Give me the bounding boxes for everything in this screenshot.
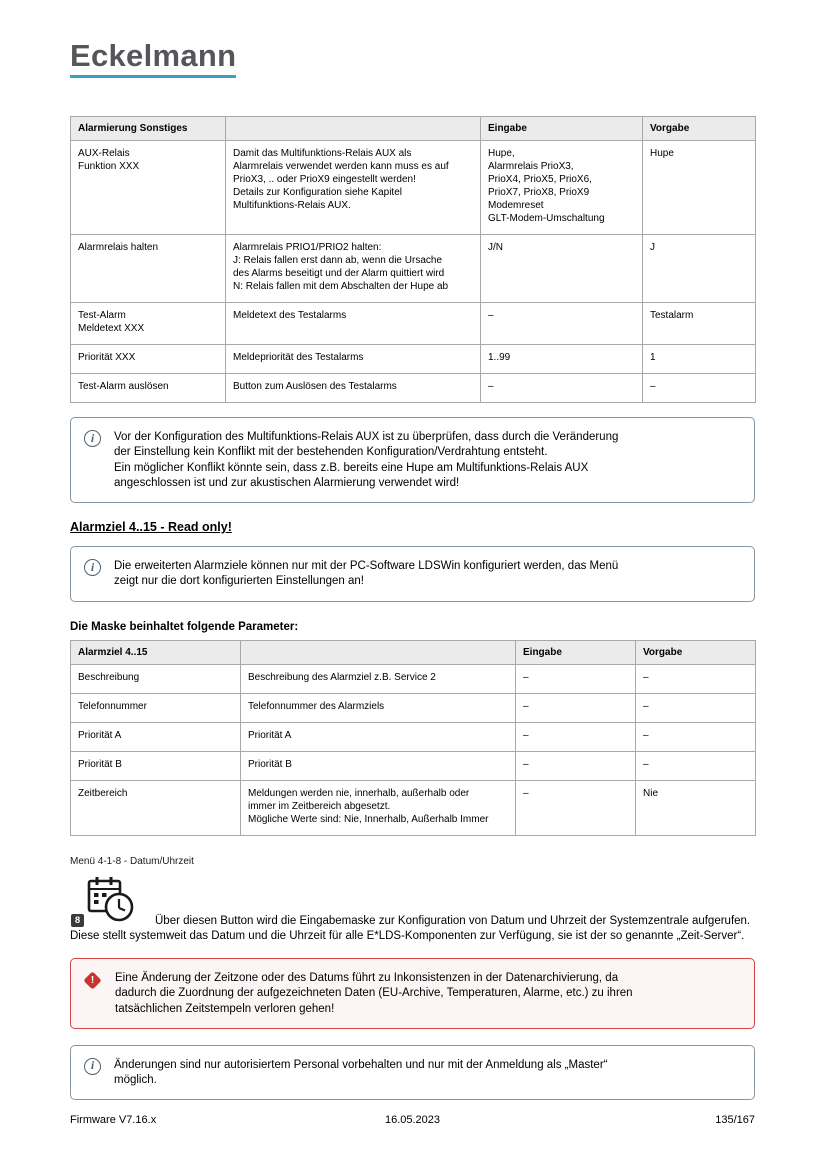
warning-note-zeitzone [70,958,755,1029]
param-name: Test-Alarm Meldetext XXX [71,303,226,345]
warning-icon-glyph: ! [90,975,95,987]
param-eingabe: – [516,664,636,693]
param-eingabe: – [516,751,636,780]
alarmziel-table [70,640,756,836]
page-footer [70,1114,755,1126]
param-vorgabe: Testalarm [643,303,756,345]
table-row [71,141,756,235]
param-name: Priorität A [71,722,241,751]
info-note-master [70,1045,755,1101]
param-name: Zeitbereich [71,780,241,835]
footer-firmware-version: Firmware V7.16.x [70,1114,157,1126]
table-header-row [71,117,756,141]
param-description: Button zum Auslösen des Testalarms [226,374,481,403]
menu-paragraph: Über diesen Button wird die Eingabemaske zur Konfiguration von Datum und Uhrzeit der Systemzentrale aufgerufen. Diese stellt systemweit das Datum und die Uhrzeit für alle E*LDS-Komponenten zur Verfügung, sie ist der so genannte „Zeit-Server“. [70,914,751,942]
calendar-clock-icon [70,877,155,927]
column-header-vorgabe: Vorgabe [643,117,756,141]
heading-maske-parameter: Die Maske beinhaltet folgende Parameter: [70,620,299,633]
heading-alarmziel: Alarmziel 4..15 - Read only! [70,520,232,535]
param-eingabe: – [516,693,636,722]
param-description: Priorität A [241,722,516,751]
param-vorgabe: – [636,693,756,722]
param-vorgabe: – [636,751,756,780]
param-vorgabe: Nie [636,780,756,835]
table-row [71,664,756,693]
param-vorgabe: – [643,374,756,403]
info-note-aux-relais [70,417,755,503]
alarmierung-sonstiges-table [70,116,756,403]
param-eingabe: – [481,374,643,403]
table-row [71,345,756,374]
table-row [71,235,756,303]
info-note-text: Die erweiterten Alarmziele können nur mit der PC-Software LDSWin konfiguriert werden, das Menü zeigt nur die dort konfigurierten Einstellungen an! [114,560,619,588]
param-eingabe: – [516,722,636,751]
info-icon: i [84,1058,101,1075]
column-header-vorgabe: Vorgabe [636,640,756,664]
param-name: Test-Alarm auslösen [71,374,226,403]
column-header-eingabe: Eingabe [516,640,636,664]
menu-datum-uhrzeit-section [70,877,755,944]
eckelmann-logo: Eckelmann [70,40,236,78]
column-header-eingabe: Eingabe [481,117,643,141]
param-name: Beschreibung [71,664,241,693]
info-icon: i [84,430,101,447]
table-row [71,751,756,780]
menu-number-badge: 8 [71,914,84,927]
param-eingabe: Hupe, Alarmrelais PrioX3, PrioX4, PrioX5, PrioX6, PrioX7, PrioX8, PrioX9 Modemreset GLT-Modem-Umschaltung [481,141,643,235]
info-note-alarmziele [70,546,755,602]
table-row [71,780,756,835]
footer-date: 16.05.2023 [384,1114,441,1126]
param-description: Meldetext des Testalarms [226,303,481,345]
footer-page-number: 135/167 [715,1114,755,1126]
column-header-description [226,117,481,141]
param-description: Telefonnummer des Alarmziels [241,693,516,722]
param-name: AUX-Relais Funktion XXX [71,141,226,235]
param-eingabe: – [516,780,636,835]
warning-note-text: Eine Änderung der Zeitzone oder des Datums führt zu Inkonsistenzen in der Datenarchivierung, da dadurch die Zuordnung der aufgezeichneten Daten (EU-Archive, Temperaturen, Alarme, etc.) zu ihren tatsächlichen Zeitstempeln verloren gehen! [115,972,633,1015]
param-vorgabe: J [643,235,756,303]
info-icon: i [84,559,101,576]
param-name: Alarmrelais halten [71,235,226,303]
table-row [71,374,756,403]
column-header-title: Alarmierung Sonstiges [71,117,226,141]
column-header-title: Alarmziel 4..15 [71,640,241,664]
param-eingabe: 1..99 [481,345,643,374]
param-name: Telefonnummer [71,693,241,722]
table-header-row [71,640,756,664]
param-name: Priorität XXX [71,345,226,374]
param-vorgabe: 1 [643,345,756,374]
warning-icon [84,972,102,990]
param-eingabe: J/N [481,235,643,303]
table-row [71,693,756,722]
column-header-description [241,640,516,664]
param-description: Priorität B [241,751,516,780]
table-row [71,722,756,751]
param-vorgabe: – [636,722,756,751]
info-note-text: Vor der Konfiguration des Multifunktions-Relais AUX ist zu überprüfen, dass durch die Veränderung der Einstellung kein Konflikt mit der bestehenden Konfiguration/Verdrahtung entsteht. Ein möglicher Konflikt könnte sein, dass z.B. bereits eine Hupe am Multifunktions-Relais AUX angeschlossen ist und zur akustischen Alarmierung verwendet wird! [114,431,619,489]
menu-caption: Menü 4-1-8 - Datum/Uhrzeit [70,855,194,867]
param-description: Meldepriorität des Testalarms [226,345,481,374]
param-vorgabe: – [636,664,756,693]
param-description: Alarmrelais PRIO1/PRIO2 halten: J: Relais fallen erst dann ab, wenn die Ursache des Alarms beseitigt und der Alarm quittiert wird N: Relais fallen mit dem Abschalten der Hupe ab [226,235,481,303]
param-description: Beschreibung des Alarmziel z.B. Service 2 [241,664,516,693]
param-name: Priorität B [71,751,241,780]
table-row [71,303,756,345]
info-note-text: Änderungen sind nur autorisiertem Personal vorbehalten und nur mit der Anmeldung als „Master“ möglich. [114,1058,608,1087]
param-description: Meldungen werden nie, innerhalb, außerhalb oder immer im Zeitbereich abgesetzt. Mögliche Werte sind: Nie, Innerhalb, Außerhalb Immer [241,780,516,835]
param-vorgabe: Hupe [643,141,756,235]
param-description: Damit das Multifunktions-Relais AUX als Alarmrelais verwendet werden kann muss es auf PrioX3, .. oder PrioX9 eingestellt werden! Details zur Konfiguration siehe Kapitel Multifunktions-Relais AUX. [226,141,481,235]
param-eingabe: – [481,303,643,345]
